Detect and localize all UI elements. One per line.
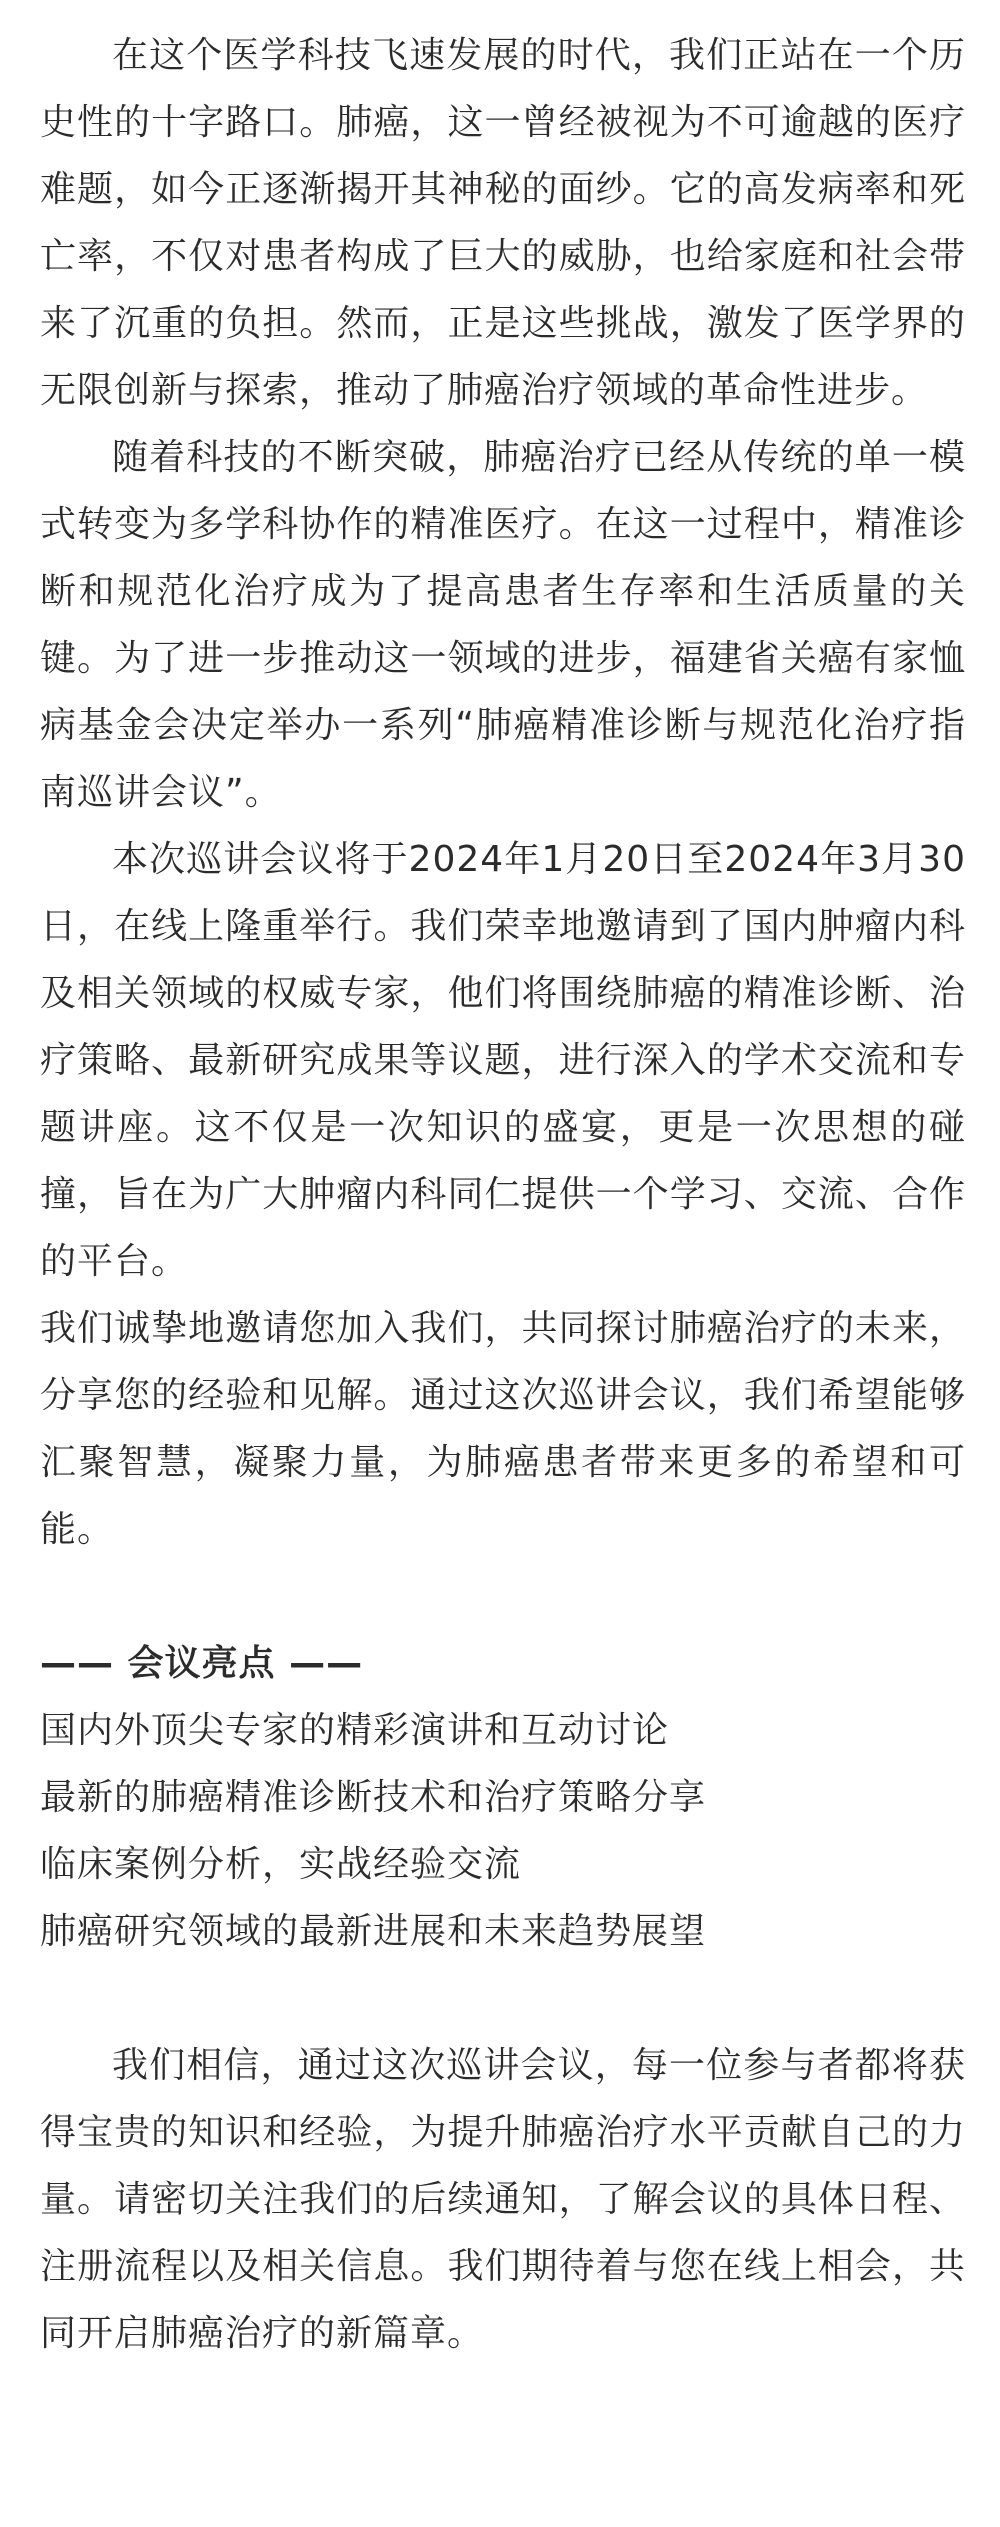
highlights-title: —— 会议亮点 ——	[40, 1643, 364, 1684]
progress-paragraph: 随着科技的不断突破，肺癌治疗已经从传统的单一模式转变为多学科协作的精准医疗。在这一过程中，精准诊断和规范化治疗成为了提高患者生存率和生活质量的关键。为了进一步推动这一领域的进步，福建省关癌有家恤病基金会决定举办一系列“肺癌精准诊断与规范化治疗指南巡讲会议”。	[40, 437, 966, 813]
highlight-item: 临床案例分析，实战经验交流	[40, 1844, 522, 1885]
schedule-paragraph: 本次巡讲会议将于2024年1月20日至2024年3月30日，在线上隆重举行。我们荣幸地邀请到了国内肿瘤内科及相关领域的权威专家，他们将围绕肺癌的精准诊断、治疗策略、最新研究成果等议题，进行深入的学术交流和专题讲座。这不仅是一次知识的盛宴，更是一次思想的碰撞，旨在为广大肿瘤内科同仁提供一个学习、交流、合作的平台。	[40, 839, 966, 1282]
highlight-item: 肺癌研究领域的最新进展和未来趋势展望	[40, 1911, 707, 1952]
intro-paragraph: 在这个医学科技飞速发展的时代，我们正站在一个历史性的十字路口。肺癌，这一曾经被视为不可逾越的医疗难题，如今正逐渐揭开其神秘的面纱。它的高发病率和死亡率，不仅对患者构成了巨大的威胁，也给家庭和社会带来了沉重的负担。然而，正是这些挑战，激发了医学界的无限创新与探索，推动了肺癌治疗领域的革命性进步。	[40, 35, 966, 411]
invitation-paragraph: 我们诚挚地邀请您加入我们，共同探讨肺癌治疗的未来，分享您的经验和见解。通过这次巡讲会议，我们希望能够汇聚智慧，凝聚力量，为肺癌患者带来更多的希望和可能。	[40, 1308, 966, 1550]
article-body	[40, 22, 966, 2367]
highlight-item: 国内外顶尖专家的精彩演讲和互动讨论	[40, 1710, 670, 1751]
spacer	[40, 1965, 966, 2032]
closing-paragraph: 我们相信，通过这次巡讲会议，每一位参与者都将获得宝贵的知识和经验，为提升肺癌治疗水平贡献自己的力量。请密切关注我们的后续通知，了解会议的具体日程、注册流程以及相关信息。我们期待着与您在线上相会，共同开启肺癌治疗的新篇章。	[40, 2045, 966, 2354]
highlights-list	[40, 1697, 966, 1965]
highlight-item: 最新的肺癌精准诊断技术和治疗策略分享	[40, 1777, 707, 1818]
spacer	[40, 1563, 966, 1630]
